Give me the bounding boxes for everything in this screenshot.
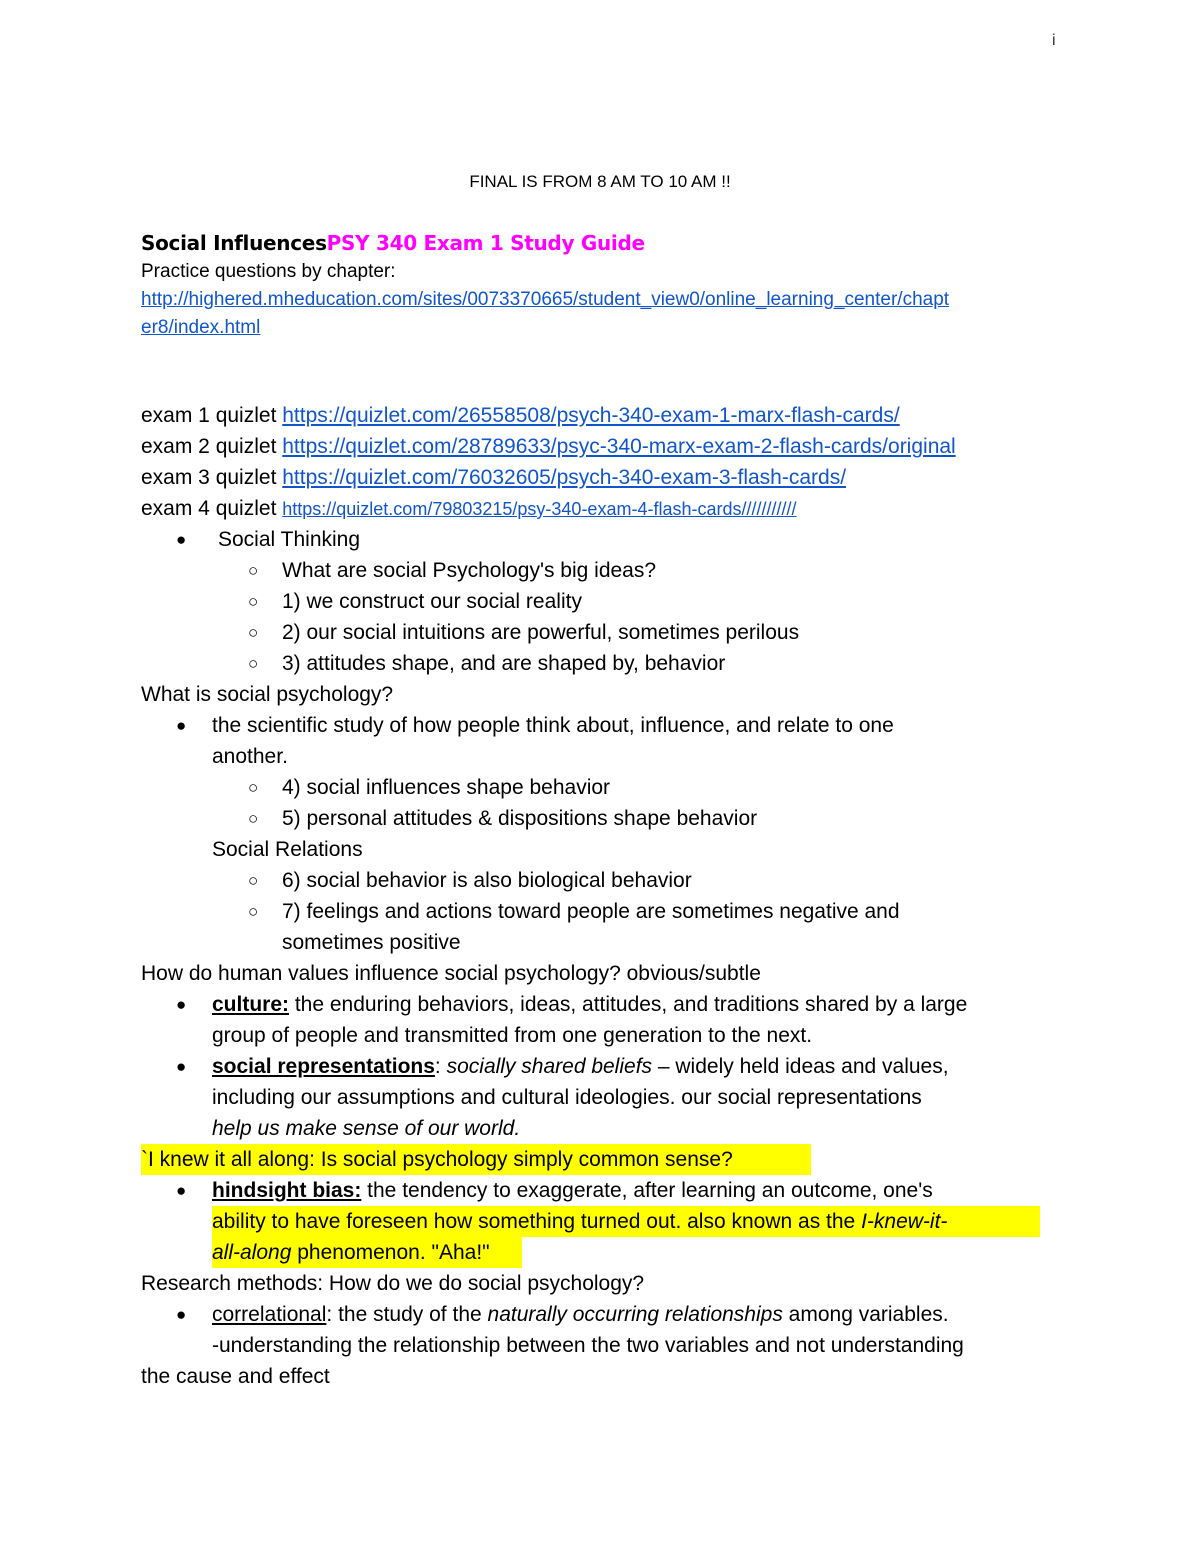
culture-line-2: group of people and transmitted from one generation to the next.	[212, 1024, 813, 1047]
big-ideas-question: What are social Psychology's big ideas?	[282, 559, 657, 582]
page-number: i	[1052, 32, 1056, 49]
quizlet-link[interactable]: https://quizlet.com/76032605/psych-340-exam-3-flash-cards/	[282, 466, 847, 489]
quizlet-link[interactable]: https://quizlet.com/28789633/psyc-340-marx-exam-2-flash-cards/original	[282, 435, 956, 458]
quizlet-row-4	[141, 493, 797, 525]
circle-bullet-icon: ○	[248, 809, 259, 828]
title-part-1: Social Influences	[141, 231, 327, 255]
social-representations-line-3: help us make sense of our world.	[212, 1117, 521, 1140]
correlational-line-1: correlational: the study of the naturally occurring relationships among variables.	[212, 1303, 949, 1326]
practice-link-line-1[interactable]: http://highered.mheducation.com/sites/0073370665/student_view0/online_learning_center/chapt	[141, 289, 950, 310]
correlational-term: correlational	[212, 1303, 327, 1326]
correlational-line-2: -understanding the relationship between the two variables and not understanding	[212, 1334, 964, 1357]
circle-bullet-icon: ○	[248, 778, 259, 797]
quizlet-label: exam 1 quizlet	[141, 404, 283, 427]
social-representations-term: social representations	[212, 1055, 435, 1078]
bullet-icon: ●	[176, 995, 187, 1014]
values-question: How do human values influence social psychology? obvious/subtle	[141, 962, 761, 985]
definition-line-1: the scientific study of how people think about, influence, and relate to one	[212, 714, 894, 737]
quizlet-row-1	[141, 400, 900, 431]
quizlet-label: exam 4 quizlet	[141, 497, 283, 520]
culture-line-1: culture: the enduring behaviors, ideas, attitudes, and traditions shared by a large	[212, 993, 968, 1016]
quizlet-row-3	[141, 462, 846, 493]
bullet-icon: ●	[176, 530, 187, 549]
social-representations-line-2: including our assumptions and cultural ideologies. our social representations	[212, 1086, 922, 1109]
idea-4: 4) social influences shape behavior	[282, 776, 611, 799]
quizlet-link[interactable]: https://quizlet.com/79803215/psy-340-exam-4-flash-cards///////////	[282, 499, 797, 519]
practice-label: Practice questions by chapter:	[141, 261, 396, 282]
quizlet-label: exam 2 quizlet	[141, 435, 283, 458]
definition-line-2: another.	[212, 745, 288, 768]
circle-bullet-icon: ○	[248, 902, 259, 921]
document-title	[141, 228, 645, 259]
social-representations-line-1: social representations: socially shared beliefs – widely held ideas and values,	[212, 1055, 949, 1078]
bullet-icon: ●	[176, 716, 187, 735]
what-is-question: What is social psychology?	[141, 683, 394, 706]
quizlet-link[interactable]: https://quizlet.com/26558508/psych-340-exam-1-marx-flash-cards/	[282, 404, 900, 427]
idea-7-line-1: 7) feelings and actions toward people are sometimes negative and	[282, 900, 900, 923]
circle-bullet-icon: ○	[248, 871, 259, 890]
hindsight-term: hindsight bias:	[212, 1179, 362, 1202]
idea-7-line-2: sometimes positive	[282, 931, 461, 954]
quizlet-row-2	[141, 431, 956, 462]
correlational-line-3: the cause and effect	[141, 1365, 330, 1388]
bullet-icon: ●	[176, 1057, 187, 1076]
idea-5: 5) personal attitudes & dispositions shape behavior	[282, 807, 758, 830]
hindsight-line-2: ability to have foreseen how something turned out. also known as the I-knew-it-	[212, 1206, 1040, 1237]
research-question: Research methods: How do we do social psychology?	[141, 1272, 645, 1295]
circle-bullet-icon: ○	[248, 561, 259, 580]
common-sense-question: `I knew it all along: Is social psychology simply common sense?	[141, 1144, 811, 1175]
social-relations-heading: Social Relations	[212, 838, 363, 861]
idea-6: 6) social behavior is also biological behavior	[282, 869, 692, 892]
hindsight-line-3: all-along phenomenon. "Aha!"	[212, 1237, 522, 1268]
social-thinking-heading: Social Thinking	[218, 528, 361, 551]
title-part-2: PSY 340 Exam 1 Study Guide	[326, 231, 645, 255]
final-exam-notice: FINAL IS FROM 8 AM TO 10 AM !!	[469, 172, 731, 191]
quizlet-label: exam 3 quizlet	[141, 466, 283, 489]
practice-link-line-2[interactable]: er8/index.html	[141, 317, 261, 338]
bullet-icon: ●	[176, 1305, 187, 1324]
culture-term: culture:	[212, 993, 290, 1016]
